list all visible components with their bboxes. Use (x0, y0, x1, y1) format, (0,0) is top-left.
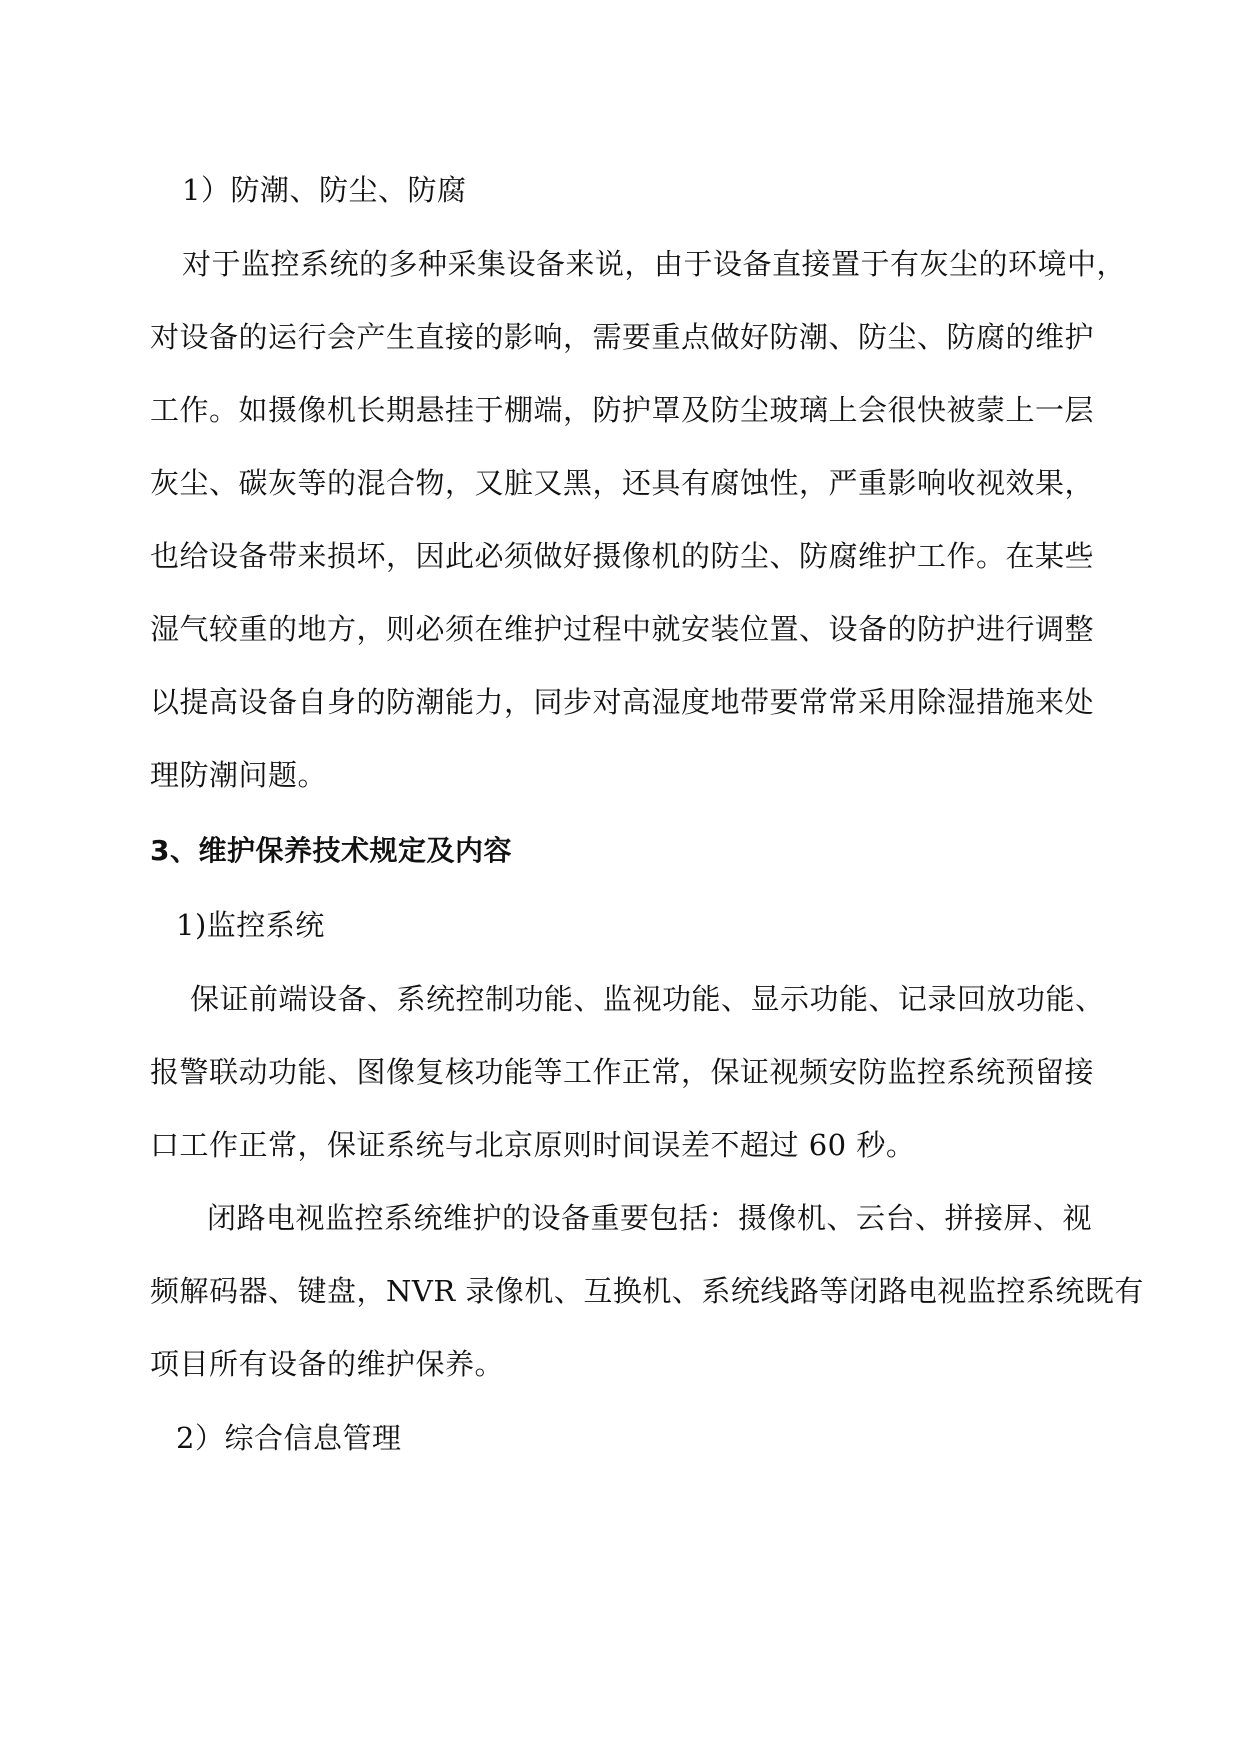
paragraph-line: 闭路电视监控系统维护的设备重要包括：摄像机、云台、拼接屏、视 (207, 1201, 1093, 1235)
section-heading: 3、维护保养技术规定及内容 (150, 834, 512, 867)
subsection-heading-moisture-dust-corrosion: 1）防潮、防尘、防腐 (182, 173, 467, 207)
paragraph-line: 对于监控系统的多种采集设备来说，由于设备直接置于有灰尘的环境中， (182, 247, 1127, 281)
paragraph-line: 湿气较重的地方，则必须在维护过程中就安装位置、设备的防护进行调整 (150, 612, 1095, 646)
paragraph-line: 以提高设备自身的防潮能力，同步对高湿度地带要常常采用除湿措施来处 (150, 685, 1095, 719)
paragraph-line: 灰尘、碳灰等的混合物，又脏又黑，还具有腐蚀性，严重影响收视效果， (150, 466, 1095, 500)
paragraph-line: 也给设备带来损坏，因此必须做好摄像机的防尘、防腐维护工作。在某些 (150, 539, 1095, 573)
paragraph-line: 工作。如摄像机长期悬挂于棚端，防护罩及防尘玻璃上会很快被蒙上一层 (150, 393, 1095, 427)
paragraph-line: 项目所有设备的维护保养。 (150, 1347, 505, 1381)
paragraph-line: 频解码器、键盘，NVR 录像机、互换机、系统线路等闭路电视监控系统既有 (150, 1274, 1144, 1308)
paragraph-line: 口工作正常，保证系统与北京原则时间误差不超过 60 秒。 (150, 1128, 916, 1162)
subsection-heading-monitoring-system: 1)监控系统 (176, 908, 325, 942)
paragraph-line: 报警联动功能、图像复核功能等工作正常，保证视频安防监控系统预留接 (150, 1055, 1095, 1089)
subsection-heading-info-management: 2）综合信息管理 (176, 1421, 402, 1455)
paragraph-line: 保证前端设备、系统控制功能、监视功能、显示功能、记录回放功能、 (190, 982, 1105, 1016)
paragraph-line: 理防潮问题。 (150, 758, 328, 792)
paragraph-line: 对设备的运行会产生直接的影响，需要重点做好防潮、防尘、防腐的维护 (150, 320, 1095, 354)
